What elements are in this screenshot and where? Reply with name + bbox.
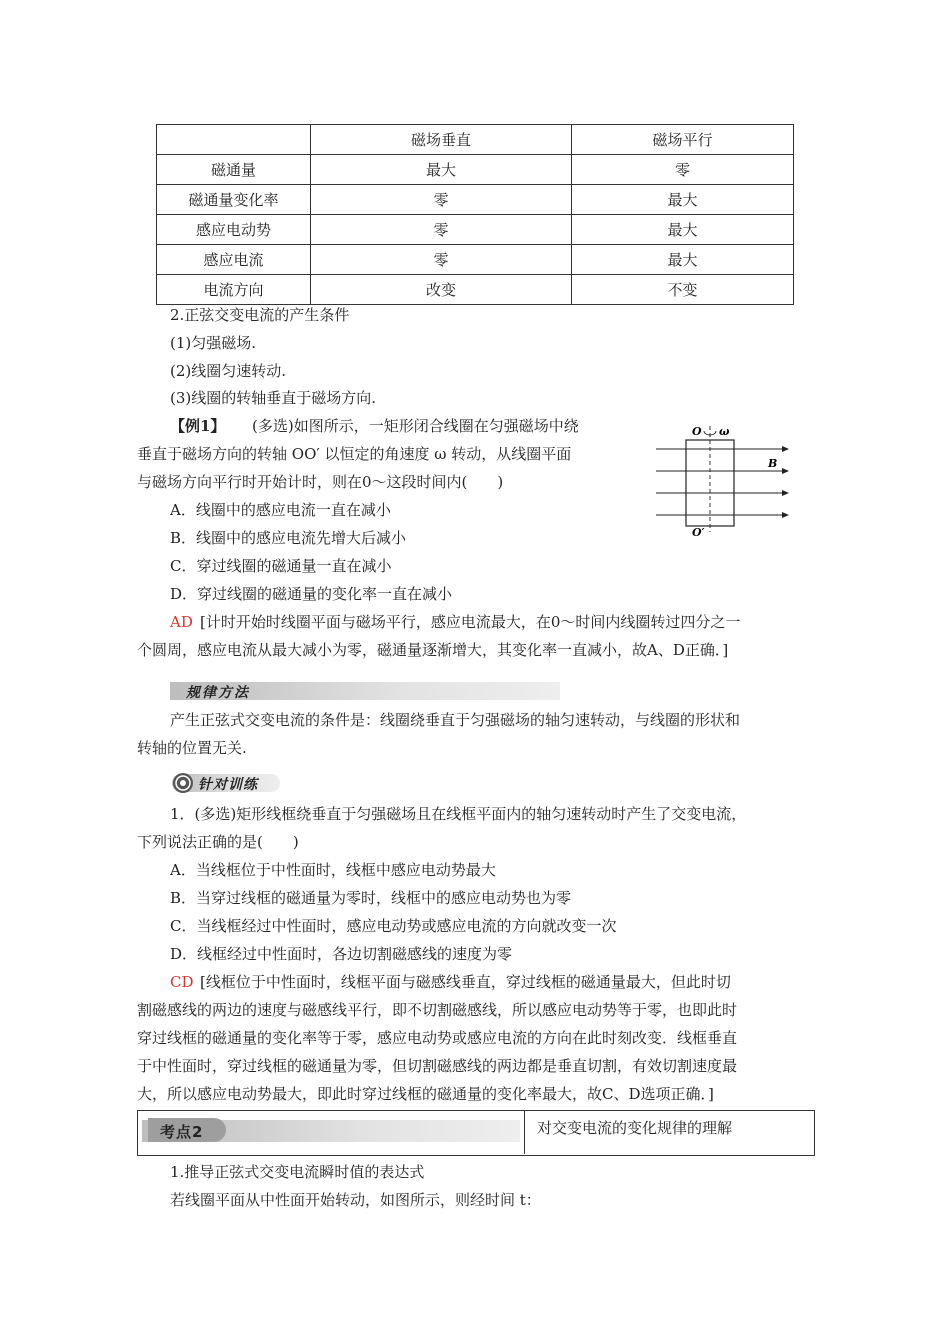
table-cell: 零	[311, 215, 572, 245]
table-header-cell: 磁场垂直	[311, 125, 572, 155]
table-cell: 改变	[311, 275, 572, 305]
example-label: 【例1】	[170, 417, 226, 435]
table-cell: 零	[311, 245, 572, 275]
kaodian-divider	[524, 1110, 525, 1154]
label-omega: ω	[719, 425, 730, 438]
answer-explanation: 于中性面时，穿过线框的磁通量为零，但切割磁感线的两边都是垂直切割，有效切割速度最	[137, 1057, 738, 1075]
option-b: B．当穿过线框的磁通量为零时，线框中的感应电动势也为零	[170, 889, 572, 907]
table-cell: 最大	[572, 245, 794, 275]
table-cell: 不变	[572, 275, 794, 305]
table-cell: 感应电动势	[157, 215, 311, 245]
option-d: D．穿过线圈的磁通量的变化率一直在减小	[170, 585, 453, 603]
option-c: C．当线框经过中性面时，感应电动势或感应电流的方向就改变一次	[170, 917, 617, 935]
option-b: B．线圈中的感应电流先增大后减小	[170, 529, 407, 547]
label-b: B	[768, 457, 778, 470]
answer-explanation: [计时开始时线圈平面与磁场平行，感应电流最大，在0～时间内线圈转过四分之一	[200, 613, 741, 631]
condition-item: (3)线圈的转轴垂直于磁场方向.	[170, 389, 377, 407]
answer-explanation: 个圆周，感应电流从最大减小为零，磁通量逐渐增大，其变化率一直减小，故A、D正确．]	[137, 641, 729, 659]
kaodian-title: 对交变电流的变化规律的理解	[537, 1119, 733, 1137]
table-cell: 磁通量变化率	[157, 185, 311, 215]
answer-explanation: 割磁感线的两边的速度与磁感线平行，即不切割磁感线，所以感应电动势等于零，也即此时	[137, 1001, 738, 1019]
method-heading: 规律方法	[186, 685, 250, 701]
table-cell: 磁通量	[157, 155, 311, 185]
answer-label: CD	[170, 973, 194, 991]
table-cell: 零	[572, 155, 794, 185]
answer-explanation: [线框位于中性面时，线框平面与磁感线垂直，穿过线框的磁通量最大，但此时切	[200, 973, 731, 991]
table-header-row	[157, 125, 794, 155]
example-text: 与磁场方向平行时开始计时，则在0～这段时间内( )	[137, 473, 504, 491]
table-cell: 感应电流	[157, 245, 311, 275]
example-text: 垂直于磁场方向的转轴 OO′ 以恒定的角速度 ω 转动，从线圈平面	[137, 445, 572, 463]
condition-item: (1)匀强磁场.	[170, 334, 257, 352]
derivation-text: 若线圈平面从中性面开始转动，如图所示，则经时间 t：	[170, 1191, 541, 1209]
kaodian-label: 考点2	[160, 1123, 204, 1141]
option-c: C．穿过线圈的磁通量一直在减小	[170, 557, 392, 575]
question-text: 下列说法正确的是( )	[137, 833, 299, 851]
table-header-cell	[157, 125, 311, 155]
table-row	[157, 155, 794, 185]
label-o-prime: O′	[692, 526, 705, 539]
table-row	[157, 245, 794, 275]
option-d: D．线框经过中性面时，各边切割磁感线的速度为零	[170, 945, 513, 963]
condition-item: (2)线圈匀速转动.	[170, 362, 287, 380]
method-text: 转轴的位置无关.	[137, 739, 247, 757]
table-cell: 最大	[311, 155, 572, 185]
method-text: 产生正弦式交变电流的条件是：线圈绕垂直于匀强磁场的轴匀速转动，与线圈的形状和	[170, 711, 741, 729]
label-o: O	[692, 425, 702, 438]
option-a: A．线圈中的感应电流一直在减小	[170, 501, 391, 519]
answer-explanation: 穿过线框的磁通量的变化率等于零，感应电动势或感应电流的方向在此时刻改变．线框垂直	[137, 1029, 738, 1047]
table-header-cell: 磁场平行	[572, 125, 794, 155]
table-row	[157, 185, 794, 215]
table-cell: 最大	[572, 215, 794, 245]
question-text: 1．(多选)矩形线框绕垂直于匀强磁场且在线框平面内的轴匀速转动时产生了交变电流，	[170, 805, 747, 823]
table-cell: 电流方向	[157, 275, 311, 305]
target-icon	[172, 772, 194, 794]
example-text: (多选)如图所示，一矩形闭合线圈在匀强磁场中绕	[252, 417, 579, 435]
comparison-table	[156, 124, 794, 305]
table-cell: 零	[311, 185, 572, 215]
section-title: 2.正弦交变电流的产生条件	[170, 306, 350, 324]
table-cell: 最大	[572, 185, 794, 215]
option-a: A．当线框位于中性面时，线框中感应电动势最大	[170, 861, 496, 879]
derivation-title: 1.推导正弦式交变电流瞬时值的表达式	[170, 1163, 425, 1181]
answer-label: AD	[170, 613, 193, 631]
coil-field-figure	[652, 418, 794, 540]
table-row	[157, 215, 794, 245]
training-heading: 针对训练	[198, 777, 258, 793]
table-row	[157, 275, 794, 305]
answer-explanation: 大，所以感应电动势最大，即此时穿过线框的磁通量的变化率最大，故C、D选项正确．]	[137, 1085, 714, 1103]
